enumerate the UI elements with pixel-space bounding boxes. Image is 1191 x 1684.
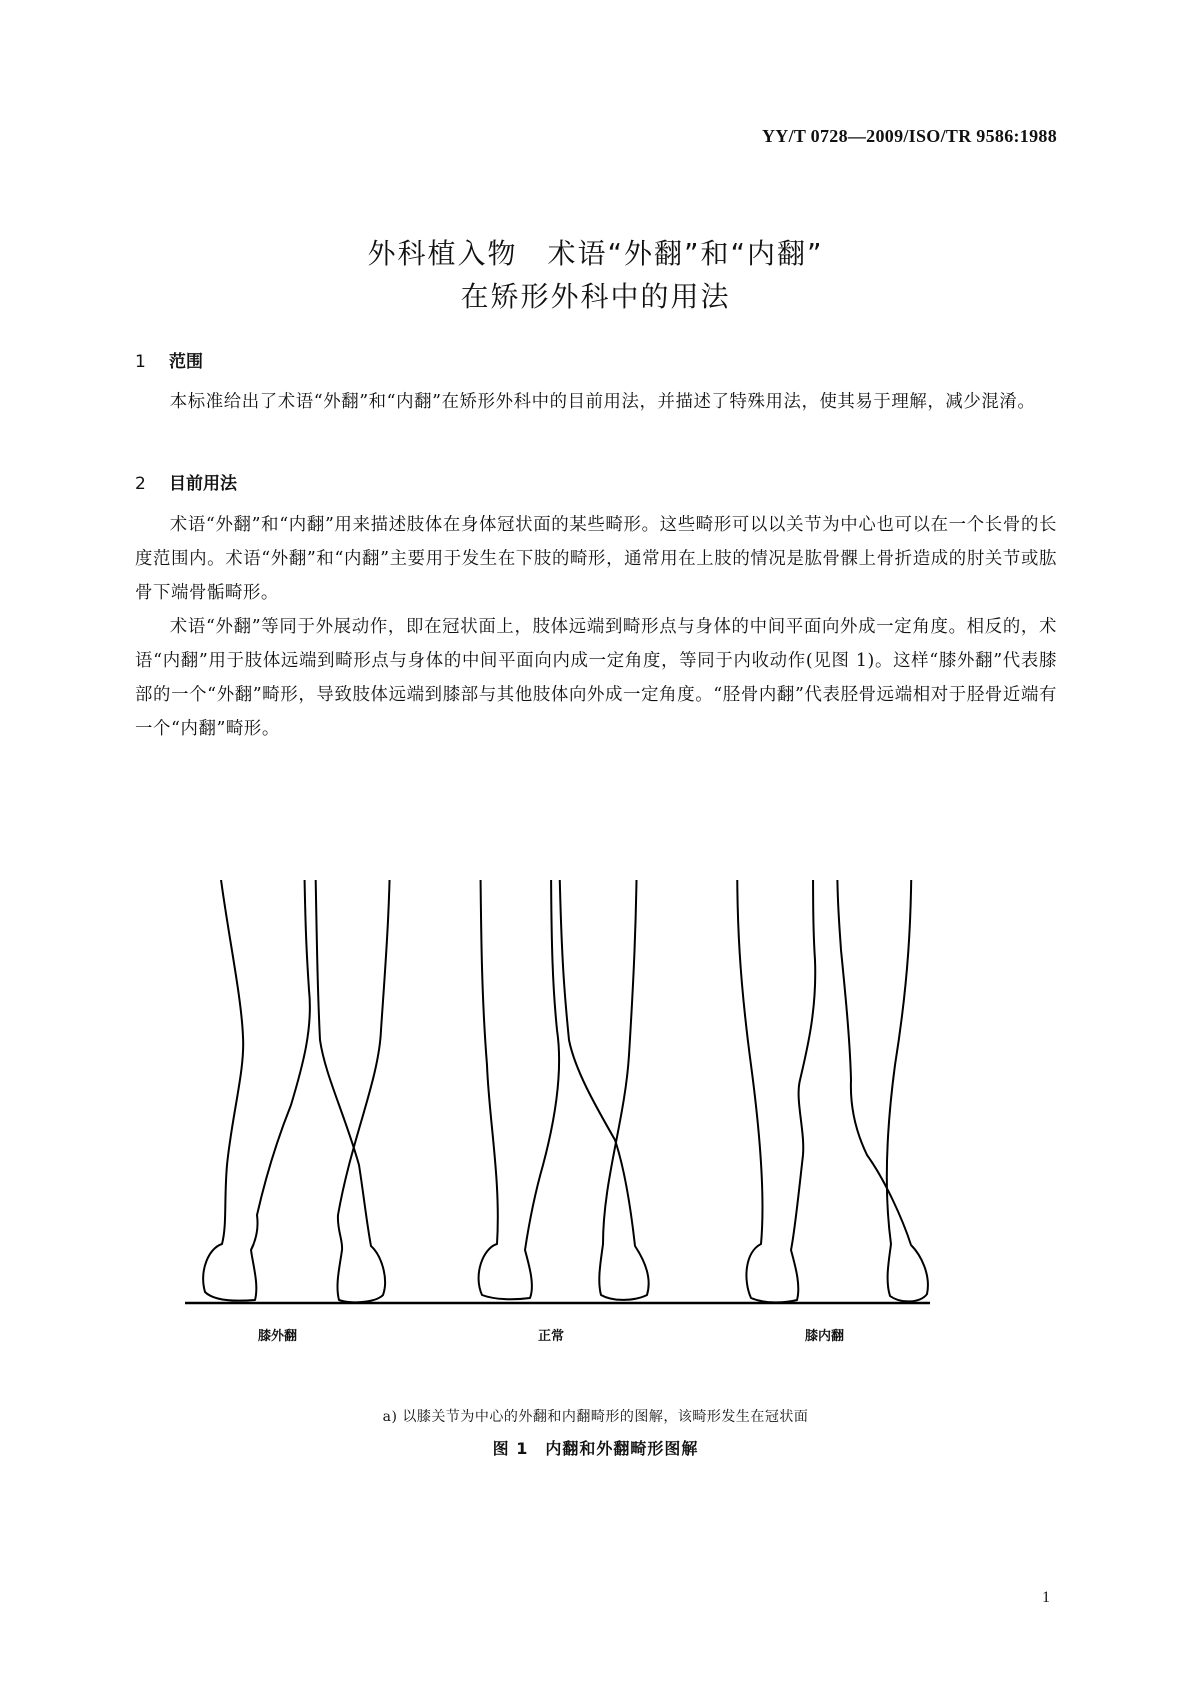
section-2-paragraph-1: 术语“外翻”和“内翻”用来描述肢体在身体冠状面的某些畸形。这些畸形可以以关节为中心也可以在一个长骨的长度范围内。术语“外翻”和“内翻”主要用于发生在下肢的畸形，通常用在上肢的情况是肱骨髁上骨折造成的肘关节或肱骨下端骨骺畸形。 [135, 515, 1057, 603]
section-2-heading [135, 469, 237, 494]
section-number: 2 [135, 474, 146, 494]
document-title-line-1: 外科植入物 术语“外翻”和“内翻” [367, 237, 824, 270]
bow-legs-outline-left [737, 880, 815, 1302]
normal-legs-outline-right [559, 880, 649, 1300]
section-1-paragraph-1: 本标准给出了术语“外翻”和“内翻”在矫形外科中的目前用法，并描述了特殊用法，使其易于理解，减少混淆。 [169, 392, 1036, 412]
label-genu-valgum: 膝外翻 [258, 1329, 298, 1344]
label-genu-varum: 膝内翻 [805, 1329, 845, 1344]
figure-title: 图 1 内翻和外翻畸形图解 [492, 1439, 699, 1458]
standard-code: YY/T 0728—2009/ISO/TR 9586:1988 [762, 126, 1057, 146]
section-title: 目前用法 [169, 474, 237, 494]
normal-legs-outline-left [479, 880, 559, 1299]
section-title: 范围 [169, 352, 203, 372]
section-2-paragraph-2: 术语“外翻”等同于外展动作，即在冠状面上，肢体远端到畸形点与身体的中间平面向外成一定角度。相反的，术语“内翻”用于肢体远端到畸形点与身体的中间平面向内成一定角度，等同于内收动作(见图 1)。这样“膝外翻”代表膝部的一个“外翻”畸形，导致肢体远端到膝部与其他肢体向外成一定角度。“胫骨内翻”代表胫骨远端相对于胫骨近端有一个“内翻”畸形。 [135, 617, 1057, 739]
bow-legs-outline-right [837, 880, 928, 1301]
label-normal: 正常 [538, 1329, 565, 1344]
section-number: 1 [135, 352, 146, 372]
document-title-line-2: 在矫形外科中的用法 [460, 280, 731, 313]
knock-knees-outline-left [203, 880, 310, 1301]
page-number: 1 [1042, 1589, 1050, 1606]
figure-1-illustration [185, 880, 1015, 1344]
figure-subcaption: a) 以膝关节为中心的外翻和内翻畸形的图解，该畸形发生在冠状面 [382, 1409, 809, 1425]
legs-drawing [185, 880, 1015, 1340]
section-1-heading [135, 347, 203, 372]
knock-knees-outline-right [315, 880, 390, 1302]
